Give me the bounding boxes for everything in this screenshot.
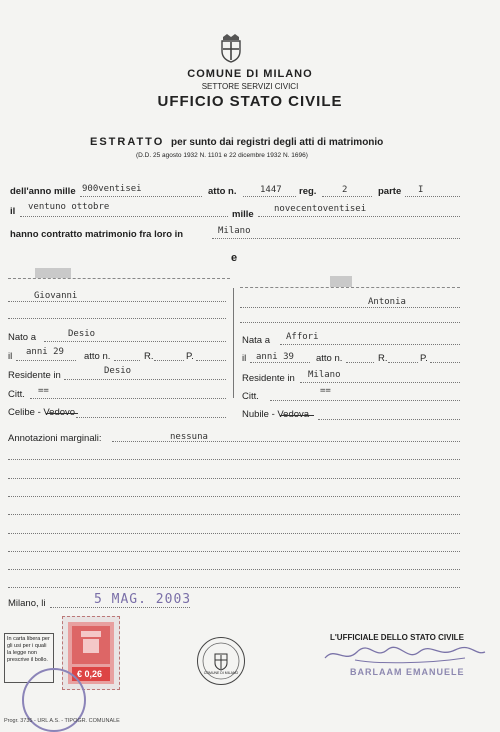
il-label: il	[10, 206, 16, 217]
officer-signature-icon	[315, 640, 490, 668]
bride-res-label: Residente in	[242, 373, 295, 384]
annotations-label: Annotazioni marginali:	[8, 433, 102, 444]
date-stamp: 5 MAG. 2003	[94, 592, 192, 607]
bride-status: Nubile - Vedova	[242, 409, 310, 420]
date-value: ventuno ottobre	[28, 202, 110, 212]
annotations-value: nessuna	[170, 432, 208, 442]
groom-atto-label: atto n.	[84, 351, 111, 362]
bride-r-label: R.	[378, 353, 388, 364]
bride-citt-value: ==	[320, 386, 331, 396]
bride-p-label: P.	[420, 353, 428, 364]
place-label: hanno contratto matrimonio fra loro in	[10, 229, 184, 240]
doc-title: ESTRATTO	[90, 136, 165, 148]
header-dept: SETTORE SERVIZI CIVICI	[201, 82, 299, 91]
groom-born-label: Nato a	[8, 332, 36, 343]
seal-text: COMUNE DI MILANO	[203, 671, 239, 675]
place-value: Milano	[218, 226, 251, 236]
bride-surname-redacted	[330, 276, 352, 287]
groom-p-label: P.	[186, 351, 194, 362]
officer-name: BARLAAM EMANUELE	[350, 667, 465, 677]
header-office: UFFICIO STATO CIVILE	[157, 93, 343, 110]
officer-title: L'UFFICIALE DELLO STATO CIVILE	[330, 633, 464, 642]
tax-note: In carta libera per gli usi per i quali la legge non prescrive il bollo.	[7, 636, 50, 663]
groom-status-strike	[46, 413, 78, 414]
bride-name: Antonia	[368, 297, 406, 307]
and-text: e	[231, 252, 238, 264]
parte-value: I	[418, 185, 424, 195]
reg-value: 2	[342, 185, 348, 195]
doc-title-row	[90, 136, 383, 148]
atto-value: 1447	[260, 185, 282, 195]
place-date-label: Milano, li	[8, 598, 46, 609]
printer-line: Progr. 3735 - URL A.S. - TIPOGR. COMUNALE	[4, 718, 120, 724]
groom-born-value: Desio	[68, 329, 96, 339]
header-org: COMUNE DI MILANO	[187, 68, 313, 80]
atto-label: atto n.	[208, 186, 237, 197]
revenue-value: € 0,26	[77, 669, 103, 679]
groom-age: anni 29	[26, 347, 64, 357]
groom-res-value: Desio	[104, 366, 132, 376]
groom-citt-label: Citt.	[8, 389, 25, 400]
bride-age: anni 39	[256, 352, 294, 362]
city-crest-icon	[219, 33, 243, 63]
groom-citt-value: ==	[38, 386, 49, 396]
parte-label: parte	[378, 186, 402, 197]
bride-res-value: Milano	[308, 370, 341, 380]
seal-crest-icon	[198, 638, 244, 684]
bride-born-value: Affori	[286, 332, 319, 342]
mille-value: novecentoventisei	[274, 204, 367, 214]
bride-il-label: il	[242, 353, 247, 364]
bride-citt-label: Citt.	[242, 391, 259, 402]
mille-label: mille	[232, 209, 254, 220]
groom-r-label: R.	[144, 351, 154, 362]
groom-res-label: Residente in	[8, 370, 61, 381]
reg-label: reg.	[299, 186, 317, 197]
bride-status-strike	[280, 415, 314, 416]
doc-decree: (D.D. 25 agosto 1932 N. 1101 e 22 dicembre 1932 N. 1696)	[136, 152, 308, 159]
bride-atto-label: atto n.	[316, 353, 343, 364]
groom-name: Giovanni	[34, 291, 78, 301]
year-label: dell'anno mille	[10, 186, 76, 197]
groom-status: Celibe - Vedovo	[8, 407, 76, 418]
doc-subtitle: per sunto dai registri degli atti di matrimonio	[171, 137, 384, 148]
bride-born-label: Nata a	[242, 335, 270, 346]
groom-surname-redacted	[35, 268, 71, 278]
year-value: 900ventisei	[82, 184, 142, 194]
groom-il-label: il	[8, 351, 13, 362]
municipal-seal	[197, 637, 245, 685]
